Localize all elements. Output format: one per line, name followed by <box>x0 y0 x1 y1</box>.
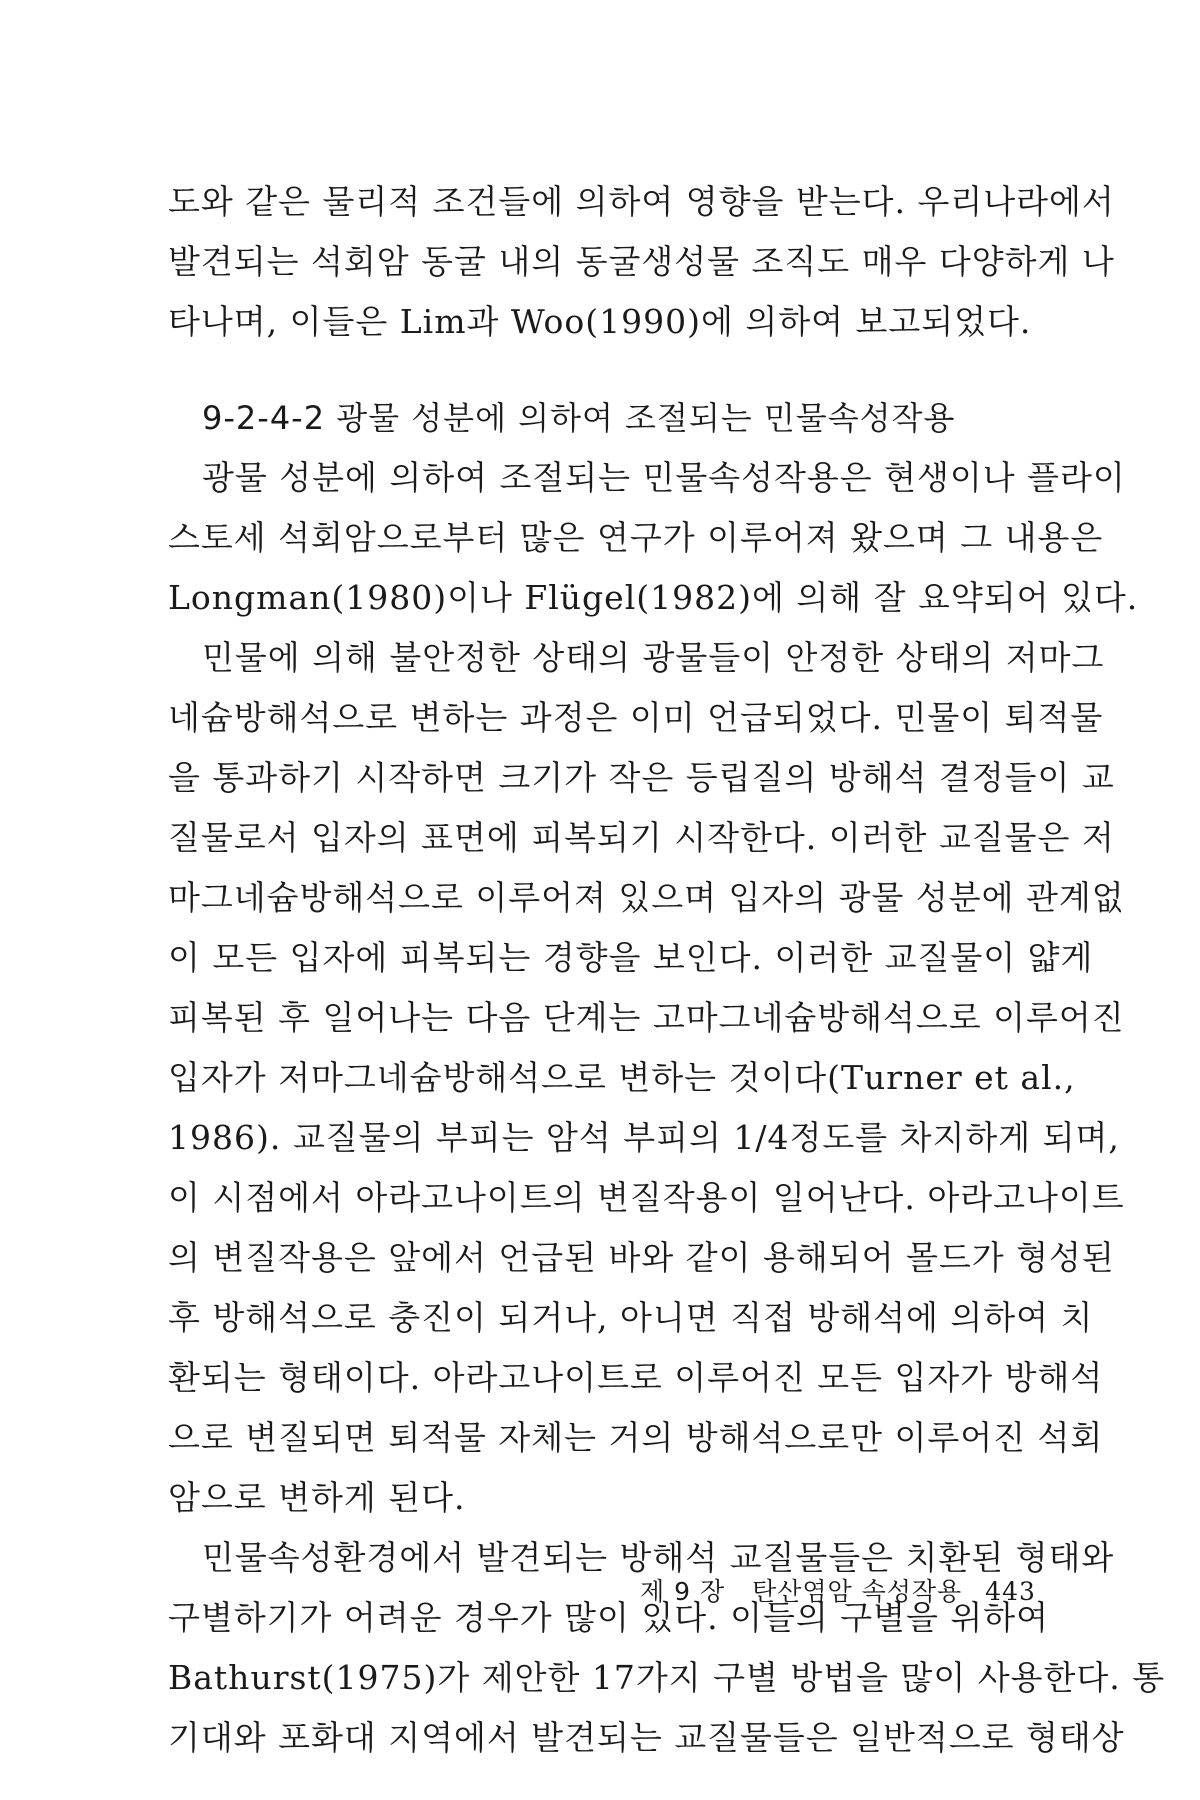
paragraph-gap <box>168 352 1048 388</box>
text-line: 1986). 교질물의 부피는 암석 부피의 1/4정도를 차지하게 되며, <box>168 1118 1120 1157</box>
text-line: Bathurst(1975)가 제안한 17가지 구별 방법을 많이 사용한다. 통 <box>168 1658 1166 1697</box>
page-number: 443 <box>985 1577 1036 1606</box>
text-line: 으로 변질되면 퇴적물 자체는 거의 방해석으로만 이루어진 석회 <box>168 1418 1104 1457</box>
text-line: 도와 같은 물리적 조건들에 의하여 영향을 받는다. 우리나라에서 <box>168 182 1115 221</box>
body-text <box>168 172 1166 1768</box>
text-line: 스토세 석회암으로부터 많은 연구가 이루어져 왔으며 그 내용은 <box>168 518 1104 557</box>
text-line: 발견되는 석회암 동굴 내의 동굴생성물 조직도 매우 다양하게 나 <box>168 242 1115 281</box>
paragraph-3 <box>168 1528 1166 1768</box>
text-line: 후 방해석으로 충진이 되거나, 아니면 직접 방해석에 의하여 치 <box>168 1298 1094 1337</box>
text-line: 입자가 저마그네슘방해석으로 변하는 것이다(Turner et al., <box>168 1058 1076 1097</box>
text-line: 암으로 변하게 된다. <box>168 1478 466 1517</box>
section-heading: 9-2-4-2 광물 성분에 의하여 조절되는 민물속성작용 <box>202 399 956 437</box>
text-line: 피복된 후 일어나는 다음 단계는 고마그네슘방해석으로 이루어진 <box>168 998 1125 1037</box>
intro-paragraph <box>168 172 1115 352</box>
text-line: 민물속성환경에서 발견되는 방해석 교질물들은 치환된 형태와 <box>202 1538 1115 1577</box>
text-line: 광물 성분에 의하여 조절되는 민물속성작용은 현생이나 플라이 <box>202 458 1126 497</box>
text-line: 질물로서 입자의 표면에 피복되기 시작한다. 이러한 교질물은 저 <box>168 818 1115 857</box>
text-line: 의 변질작용은 앞에서 언급된 바와 같이 용해되어 몰드가 형성된 <box>168 1238 1115 1277</box>
footer-chapter-title: 탄산염암 속성작용 <box>752 1577 963 1606</box>
text-line: 민물에 의해 불안정한 상태의 광물들이 안정한 상태의 저마그 <box>202 638 1105 677</box>
text-line: 타나며, 이들은 Lim과 Woo(1990)에 의하여 보고되었다. <box>168 302 1032 341</box>
text-line: 이 시점에서 아라고나이트의 변질작용이 일어난다. 아라고나이트 <box>168 1178 1125 1217</box>
text-line: 마그네슘방해석으로 이루어져 있으며 입자의 광물 성분에 관계없 <box>168 878 1125 917</box>
text-line: 환되는 형태이다. 아라고나이트로 이루어진 모든 입자가 방해석 <box>168 1358 1104 1397</box>
text-line: 네슘방해석으로 변하는 과정은 이미 언급되었다. 민물이 퇴적물 <box>168 698 1104 737</box>
text-line: 기대와 포화대 지역에서 발견되는 교질물들은 일반적으로 형태상 <box>168 1718 1125 1757</box>
text-line: 구별하기가 어려운 경우가 많이 있다. 이들의 구별을 위하여 <box>168 1598 1049 1637</box>
page-footer <box>640 1572 1040 1608</box>
text-line: Longman(1980)이나 Flügel(1982)에 의해 잘 요약되어 있다. <box>168 578 1139 617</box>
paragraph-1 <box>168 448 1139 628</box>
paragraph-2 <box>168 628 1125 1528</box>
footer-chapter: 제 9 장 <box>640 1577 726 1606</box>
text-line: 이 모든 입자에 피복되는 경향을 보인다. 이러한 교질물이 얇게 <box>168 938 1094 977</box>
text-line: 을 통과하기 시작하면 크기가 작은 등립질의 방해석 결정들이 교 <box>168 758 1115 797</box>
